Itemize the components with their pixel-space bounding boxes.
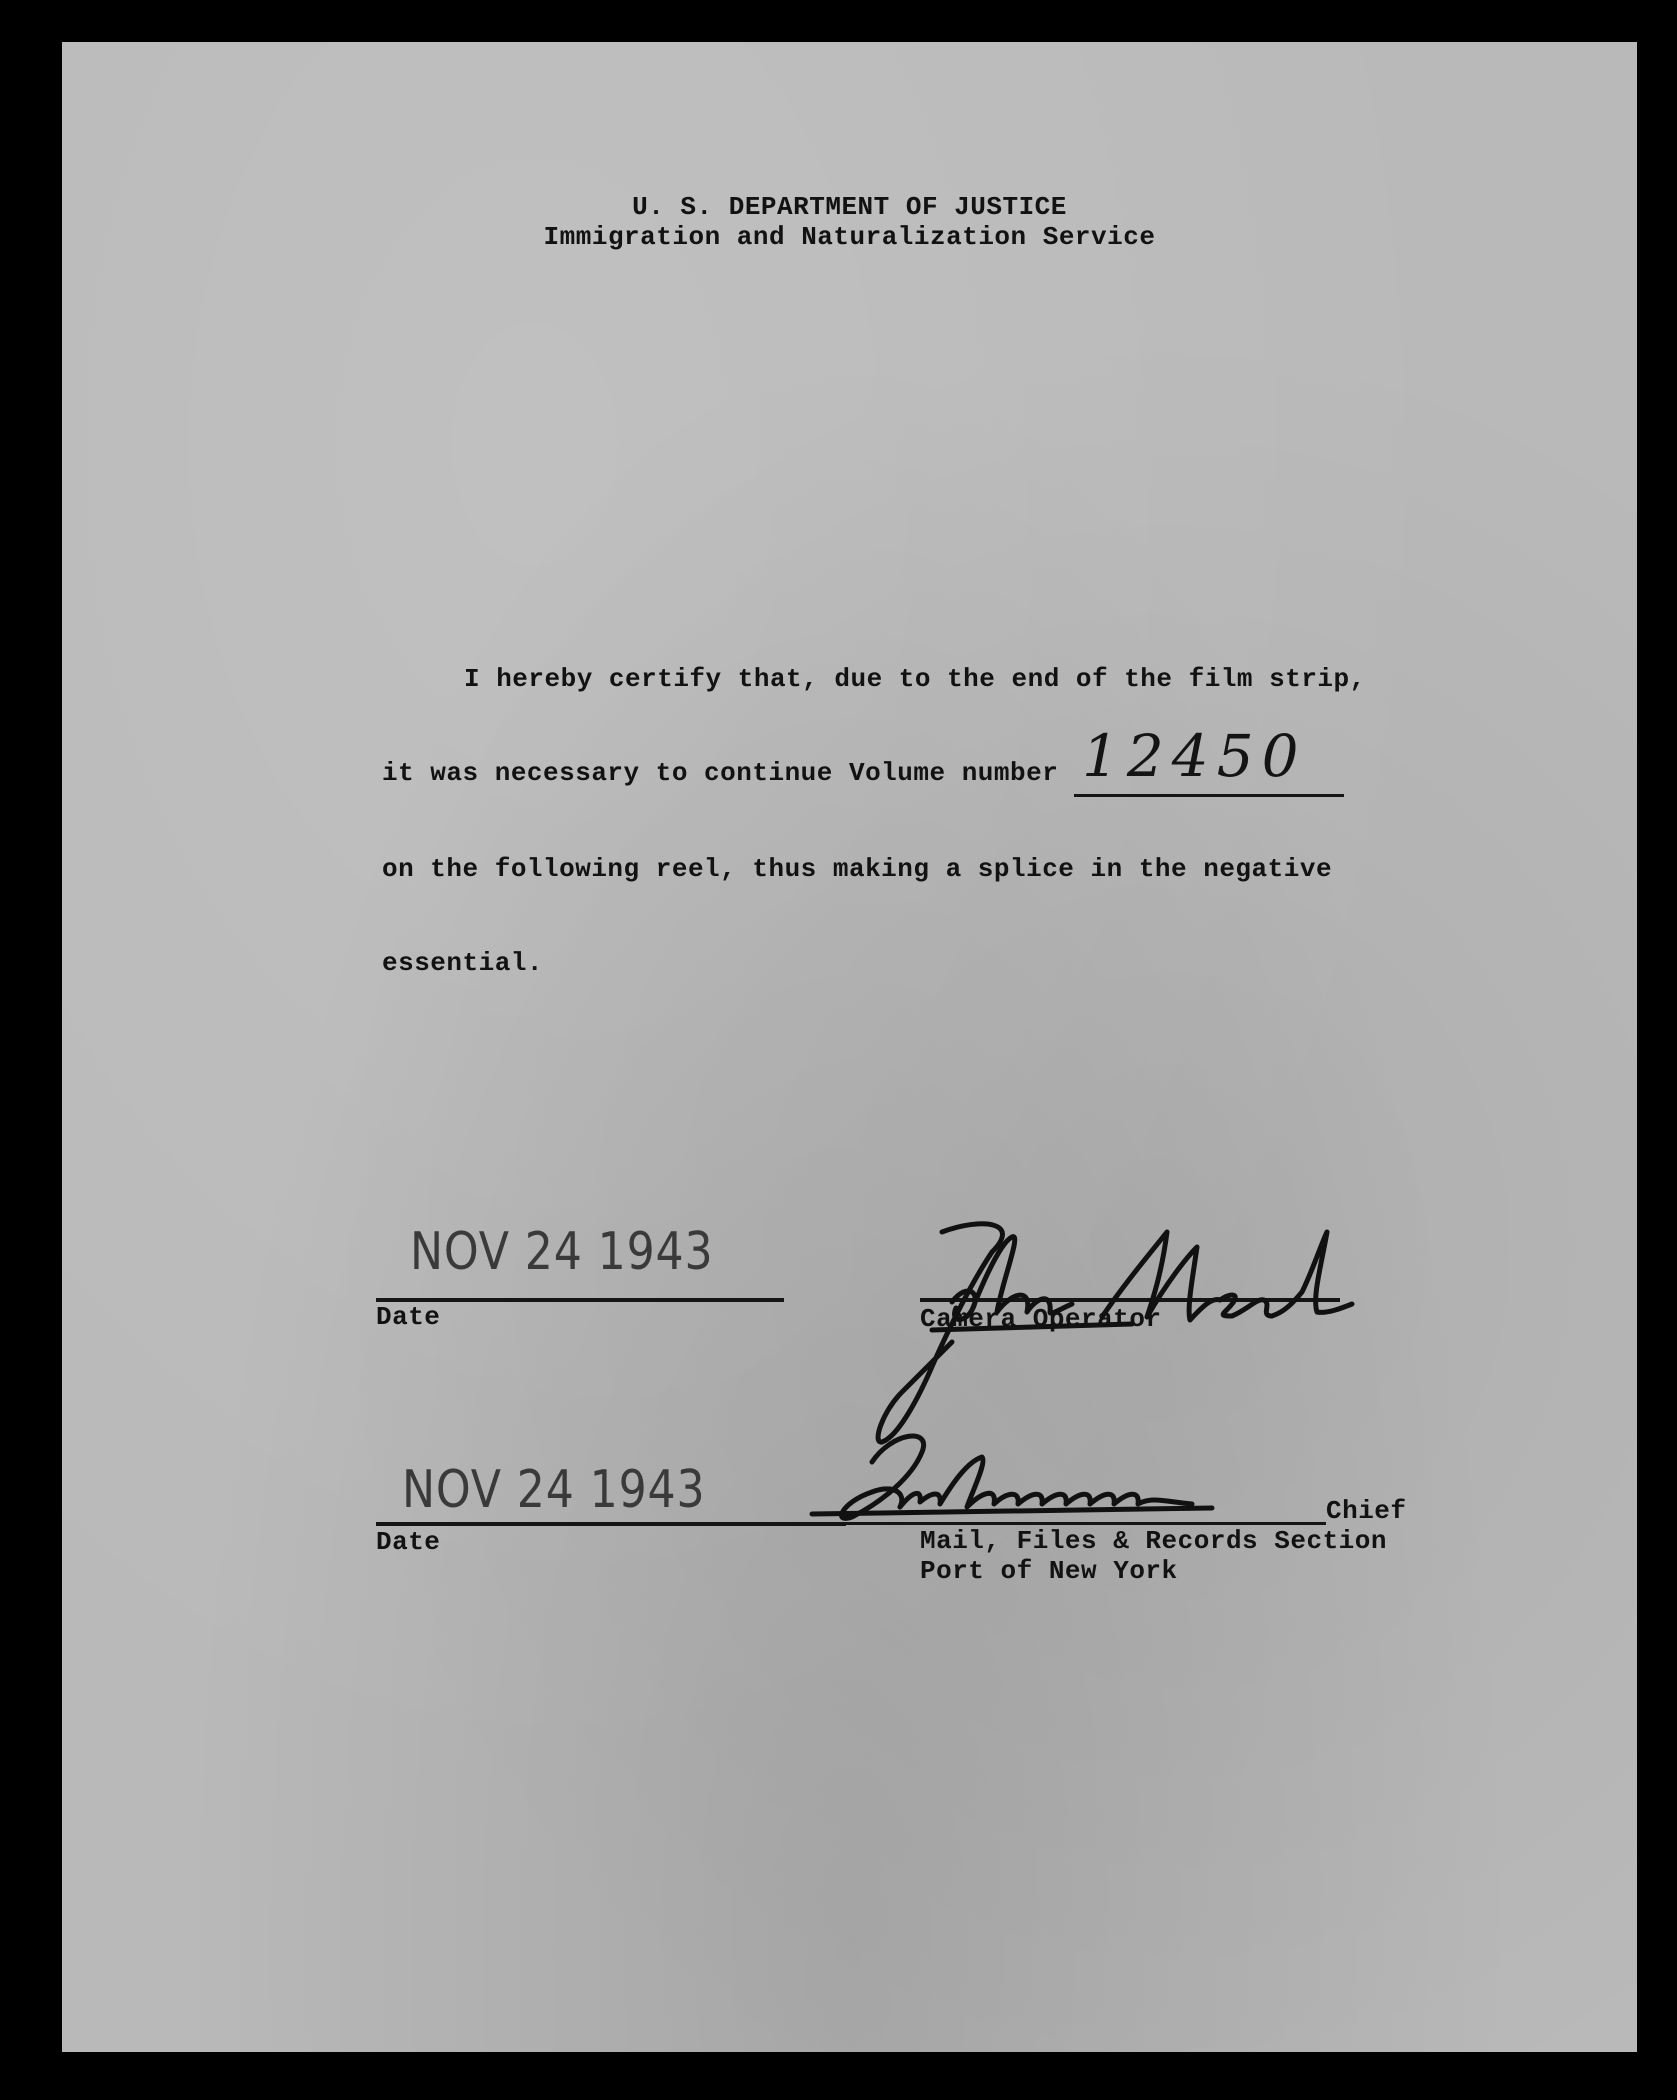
- header-service: Immigration and Naturalization Service: [543, 222, 1156, 252]
- operator-date-stamp: NOV 24 1943: [410, 1222, 714, 1282]
- certification-line-4: essential.: [382, 948, 544, 978]
- operator-title: Camera Operator: [920, 1304, 1162, 1334]
- document-page: [62, 42, 1637, 2052]
- operator-signature: [872, 1212, 1352, 1452]
- certification-line-1: I hereby certify that, due to the end of the film strip,: [464, 664, 1366, 694]
- operator-date-label: Date: [376, 1302, 441, 1332]
- volume-number-underline: [1074, 794, 1344, 797]
- chief-section: Mail, Files & Records Section: [920, 1526, 1387, 1556]
- chief-date-label: Date: [376, 1527, 441, 1557]
- certification-line-2: it was necessary to continue Volume number: [382, 758, 1059, 788]
- volume-number-handwritten: 12450: [1082, 722, 1307, 790]
- chief-port: Port of New York: [920, 1556, 1178, 1586]
- certification-line-3: on the following reel, thus making a splice in the negative: [382, 854, 1333, 884]
- chief-date-stamp: NOV 24 1943: [402, 1460, 706, 1520]
- header-department: U. S. DEPARTMENT OF JUSTICE: [632, 192, 1067, 222]
- chief-date-line: [376, 1522, 846, 1526]
- chief-title: Chief: [1326, 1496, 1407, 1526]
- chief-signature: [782, 1422, 1342, 1532]
